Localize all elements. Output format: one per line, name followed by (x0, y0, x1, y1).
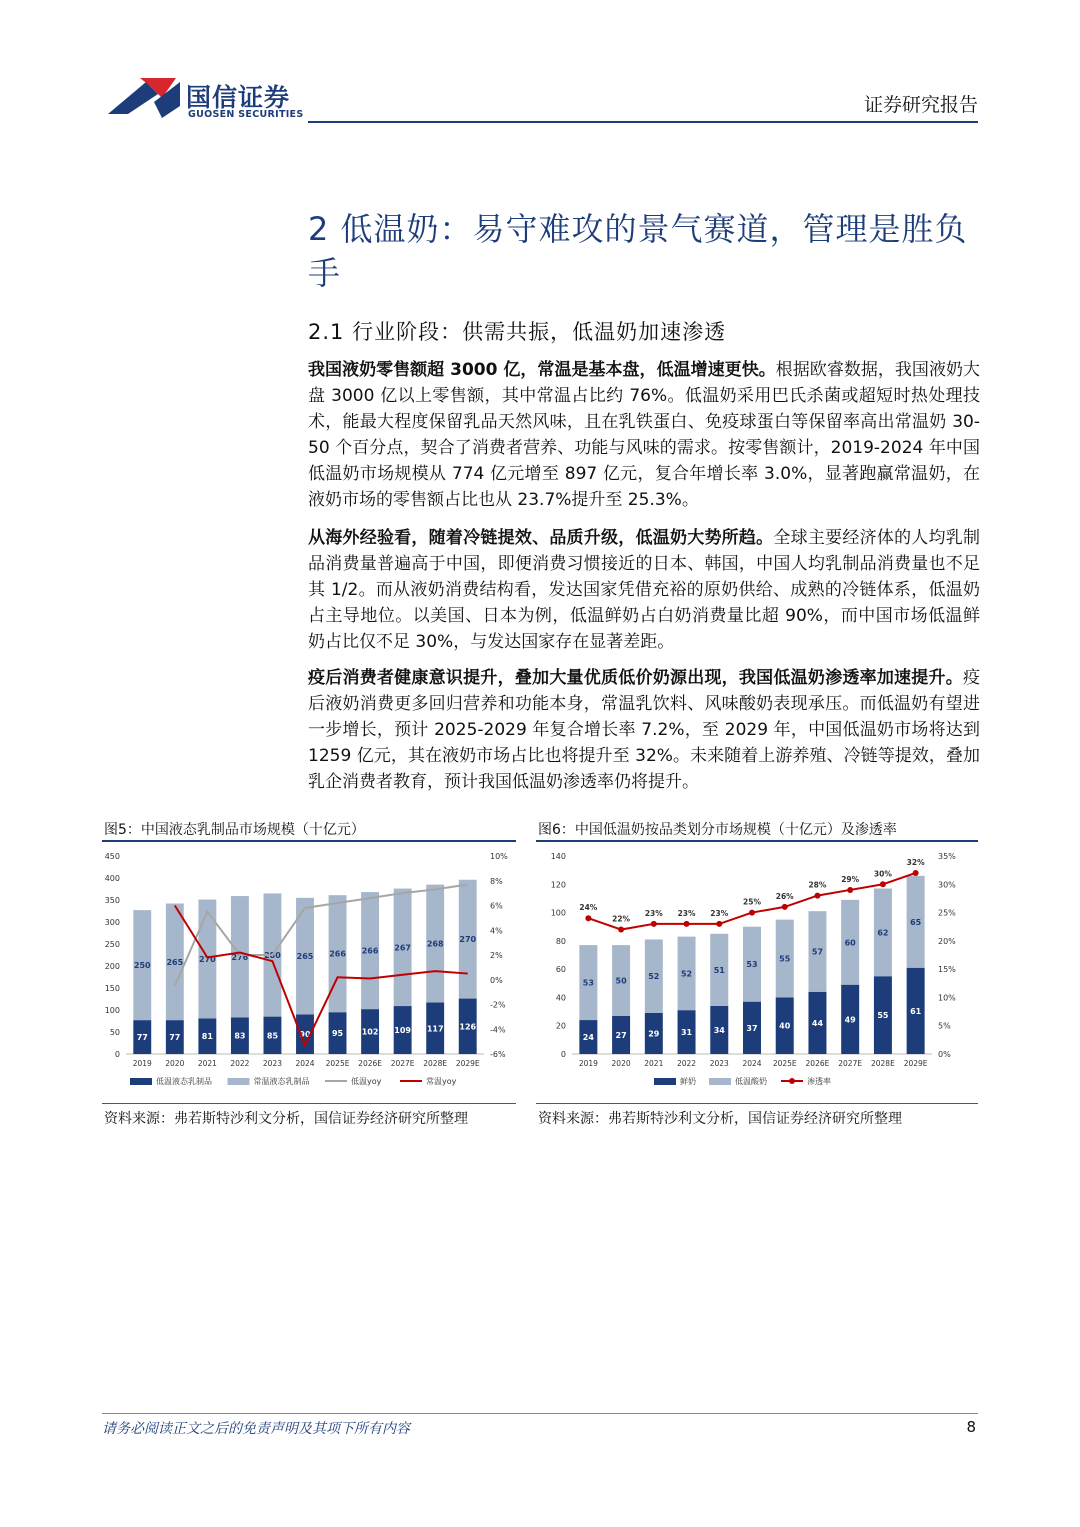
report-type: 证券研究报告 (863, 94, 978, 116)
series-line-1 (175, 884, 468, 985)
bar-value-label: 37 (746, 1023, 758, 1033)
bar-value-label: 81 (201, 1032, 213, 1042)
y2-axis-tick-label: 10% (490, 852, 508, 861)
line-marker (782, 904, 788, 910)
legend-swatch (709, 1078, 731, 1085)
x-axis-tick-label: 2029E (903, 1059, 928, 1068)
bar-value-label: 270 (459, 935, 477, 945)
line-value-label: 22% (612, 914, 631, 924)
bar-value-label: 51 (713, 965, 725, 975)
legend-swatch (228, 1078, 250, 1085)
bar-value-label: 55 (779, 954, 791, 964)
bar-value-label: 117 (426, 1024, 444, 1034)
bar-value-label: 276 (231, 952, 249, 962)
figure-6-top-rule (536, 840, 978, 842)
legend-label: 低温yoy (351, 1077, 382, 1086)
y-axis-tick-label: 400 (104, 874, 120, 883)
y-axis-tick-label: 50 (109, 1028, 120, 1037)
paragraph-3 (308, 665, 980, 795)
paragraph-2-body: 全球主要经济体的人均乳制品消费量普遍高于中国，即便消费习惯接近的日本、韩国，中国人均乳制品消费量也不足其 1/2。而从液奶消费结构看，发达国家凭借充裕的原奶供给、成熟的冷链体系，低温奶占主导地位。以美国、日本为例，低温鲜奶占白奶消费量比超 90%，而中国市场低温鲜奶占比仅不足 30%，与发达国家存在显著差距。 (308, 528, 981, 652)
y-axis-tick-label: 250 (104, 940, 120, 949)
x-axis-tick-label: 2022 (676, 1059, 697, 1068)
y2-axis-tick-label: 0% (490, 975, 503, 985)
y2-axis-tick-label: -4% (490, 1025, 506, 1035)
line-value-label: 28% (808, 880, 827, 890)
line-value-label: 30% (873, 869, 892, 879)
y2-axis-tick-label: -2% (490, 1000, 506, 1010)
legend-swatch (130, 1078, 152, 1085)
bar-value-label: 83 (234, 1031, 246, 1041)
header-divider (308, 121, 978, 123)
bar-value-label: 268 (426, 939, 444, 949)
line-value-label: 23% (644, 908, 663, 918)
bar-value-label: 55 (877, 1011, 889, 1021)
bar-value-label: 265 (166, 957, 184, 967)
paragraph-2-lead: 从海外经验看，随着冷链提效、品质升级，低温奶大势所趋。 (308, 528, 774, 548)
y2-axis-tick-label: 20% (938, 936, 956, 946)
x-axis-tick-label: 2023 (709, 1059, 729, 1068)
logo-english-name: GUOSEN SECURITIES (188, 109, 304, 120)
bar-value-label: 50 (615, 976, 627, 986)
figure-5-title: 图5：中国液态乳制品市场规模（十亿元） (104, 822, 365, 838)
x-axis-tick-label: 2019 (578, 1059, 598, 1068)
line-marker (651, 921, 657, 927)
footer-divider (102, 1413, 978, 1414)
line-marker (585, 915, 591, 921)
y2-axis-tick-label: 0% (938, 1050, 951, 1059)
line-marker (847, 887, 853, 893)
bar-value-label: 24 (582, 1033, 594, 1043)
y2-axis-tick-label: 15% (938, 965, 956, 975)
x-axis-tick-label: 2020 (611, 1059, 631, 1068)
legend-label: 鲜奶 (680, 1077, 696, 1086)
bar-value-label: 266 (329, 949, 346, 959)
bar-value-label: 52 (648, 972, 660, 982)
bar-value-label: 266 (361, 946, 379, 956)
bar-value-label: 90 (299, 1030, 311, 1040)
y-axis-tick-label: 300 (104, 918, 120, 927)
y-axis-tick-label: 120 (550, 880, 566, 890)
page-number: 8 (966, 1418, 976, 1436)
x-axis-tick-label: 2020 (165, 1059, 185, 1068)
line-value-label: 24% (579, 903, 598, 913)
y2-axis-tick-label: 35% (938, 852, 956, 861)
y-axis-tick-label: 80 (555, 936, 566, 946)
legend-swatch (654, 1078, 676, 1085)
figure-5-source: 资料来源：弗若斯特沙利文分析，国信证券经济研究所整理 (104, 1111, 468, 1127)
y-axis-tick-label: 20 (555, 1021, 566, 1031)
y2-axis-tick-label: -6% (490, 1050, 506, 1059)
bar-value-label: 27 (615, 1030, 627, 1040)
line-value-label: 25% (743, 897, 761, 907)
bar-value-label: 52 (680, 969, 693, 979)
bar-value-label: 77 (169, 1033, 181, 1043)
bar-value-label: 77 (136, 1033, 148, 1043)
bar-value-label: 270 (199, 954, 216, 964)
footer-disclaimer: 请务必阅读正文之后的免责声明及其项下所有内容 (102, 1421, 410, 1437)
y-axis-tick-label: 450 (104, 852, 120, 861)
line-marker (880, 881, 886, 887)
bar-value-label: 95 (331, 1029, 344, 1039)
figure-6-bottom-rule (536, 1103, 978, 1104)
legend-marker (789, 1078, 795, 1084)
legend-label: 常温yoy (426, 1077, 457, 1086)
bar-value-label: 109 (394, 1026, 411, 1036)
y2-axis-tick-label: 30% (938, 880, 956, 890)
bar-value-label: 85 (266, 1031, 279, 1041)
bar-value-label: 265 (296, 952, 314, 962)
x-axis-tick-label: 2019 (132, 1059, 152, 1068)
bar-value-label: 49 (844, 1015, 856, 1025)
y2-axis-tick-label: 2% (490, 951, 503, 960)
line-value-label: 23% (710, 908, 729, 918)
bar-value-label: 53 (582, 978, 594, 988)
line-value-label: 29% (841, 874, 860, 884)
x-axis-tick-label: 2022 (230, 1059, 250, 1068)
bar-value-label: 57 (811, 947, 824, 957)
bar-value-label: 40 (779, 1021, 791, 1031)
y-axis-tick-label: 200 (104, 962, 120, 971)
y-axis-tick-label: 100 (104, 1006, 120, 1015)
x-axis-tick-label: 2028E (870, 1059, 895, 1068)
x-axis-tick-label: 2023 (262, 1059, 283, 1068)
x-axis-tick-label: 2024 (742, 1059, 762, 1068)
line-value-label: 26% (775, 891, 794, 901)
paragraph-3-body: 疫后液奶消费更多回归营养和功能本身，常温乳饮料、风味酸奶表现承压。而低温奶有望进一步增长，预计 2025-2029 年复合增长率 7.2%，至 2029 年，中国低温奶市场将达到 1259 亿元，其在液奶市场占比也将提升至 32%。未来随着上游养殖、冷链等提效，叠加乳企消费者教育，预计我国低温奶渗透率仍将提升。 (308, 668, 980, 792)
bar-value-label: 102 (361, 1027, 379, 1037)
line-marker (618, 927, 624, 933)
paragraph-3-lead: 疫后消费者健康意识提升，叠加大量优质低价奶源出现，我国低温奶渗透率加速提升。 (308, 668, 963, 688)
bar-value-label: 34 (713, 1025, 725, 1035)
logo-chinese-name: 国信证券 (186, 83, 291, 112)
line-marker (913, 870, 919, 876)
line-marker (749, 910, 755, 916)
section-title: 2 低温奶：易守难攻的景气赛道，管理是胜负手 (308, 210, 968, 292)
y-axis-tick-label: 140 (550, 852, 566, 861)
paragraph-1-lead: 我国液奶零售额超 3000 亿，常温是基本盘，低温增速更快。 (308, 360, 776, 380)
y2-axis-tick-label: 10% (938, 993, 956, 1003)
bar-value-label: 53 (746, 960, 758, 970)
bar-value-label: 250 (133, 961, 151, 971)
figure-6-source: 资料来源：弗若斯特沙利文分析，国信证券经济研究所整理 (538, 1111, 902, 1127)
y2-axis-tick-label: 25% (938, 908, 956, 918)
guosen-logo (106, 76, 304, 124)
x-axis-tick-label: 2021 (197, 1059, 217, 1068)
figure-6-chart (536, 846, 978, 1100)
bar-value-label: 267 (394, 943, 411, 953)
bar-value-label: 44 (811, 1018, 824, 1028)
line-marker (814, 893, 820, 899)
paragraph-1-body: 根据欧睿数据，我国液奶大盘 3000 亿以上零售额，其中常温占比约 76%。低温奶采用巴氏杀菌或超短时热处理技术，能最大程度保留乳品天然风味，且在乳铁蛋白、免疫球蛋白等保留率高出常温奶 30-50 个百分点，契合了消费者营养、功能与风味的需求。按零售额计，2019-2024 年中国低温奶市场规模从 774 亿元增至 897 亿元，复合年增长率 3.0%，显著跑赢常温奶，在液奶市场的零售额占比也从 23.7%提升至 25.3%。 (308, 360, 981, 510)
y-axis-tick-label: 0 (560, 1050, 566, 1059)
y-axis-tick-label: 40 (555, 993, 566, 1003)
bar-value-label: 61 (910, 1006, 922, 1016)
x-axis-tick-label: 2029E (455, 1059, 480, 1068)
bar-value-label: 65 (910, 917, 922, 927)
x-axis-tick-label: 2024 (295, 1059, 315, 1068)
bar-value-label: 29 (648, 1029, 660, 1039)
figure-5-top-rule (102, 840, 516, 842)
y2-axis-tick-label: 8% (490, 876, 503, 886)
line-value-label: 23% (677, 908, 696, 918)
x-axis-tick-label: 2027E (390, 1059, 415, 1068)
y2-axis-tick-label: 4% (490, 926, 503, 936)
section-subtitle: 2.1 行业阶段：供需共振，低温奶加速渗透 (308, 320, 727, 344)
bar-value-label: 126 (459, 1022, 477, 1032)
line-value-label: 32% (906, 857, 925, 867)
guosen-logo-mark (106, 76, 186, 124)
legend-label: 低温液态乳制品 (156, 1077, 212, 1086)
paragraph-1 (308, 357, 980, 513)
x-axis-tick-label: 2028E (423, 1059, 448, 1068)
y-axis-tick-label: 60 (555, 965, 566, 975)
y2-axis-tick-label: 5% (938, 1021, 951, 1031)
legend-label: 低温酸奶 (735, 1077, 767, 1086)
x-axis-tick-label: 2026E (358, 1059, 383, 1068)
line-marker (716, 921, 722, 927)
bar-value-label: 60 (844, 938, 856, 948)
y-axis-tick-label: 150 (104, 984, 120, 993)
y2-axis-tick-label: 6% (490, 901, 503, 911)
y-axis-tick-label: 0 (114, 1050, 120, 1059)
legend-label: 常温液态乳制品 (253, 1077, 310, 1086)
x-axis-tick-label: 2025E (772, 1059, 797, 1068)
bar-value-label: 31 (680, 1028, 693, 1038)
figure-6-title: 图6：中国低温奶按品类划分市场规模（十亿元）及渗透率 (538, 822, 897, 838)
x-axis-tick-label: 2025E (325, 1059, 350, 1068)
paragraph-2 (308, 525, 980, 655)
figure-5-chart (102, 846, 516, 1100)
bar-value-label: 62 (877, 928, 889, 938)
figure-5-bottom-rule (102, 1103, 516, 1104)
y-axis-tick-label: 350 (104, 896, 120, 905)
x-axis-tick-label: 2021 (644, 1059, 664, 1068)
legend-label: 渗透率 (807, 1077, 831, 1086)
x-axis-tick-label: 2027E (838, 1059, 863, 1068)
x-axis-tick-label: 2026E (805, 1059, 830, 1068)
bar-value-label: 280 (264, 951, 281, 960)
line-marker (684, 921, 690, 927)
y-axis-tick-label: 100 (550, 908, 566, 918)
